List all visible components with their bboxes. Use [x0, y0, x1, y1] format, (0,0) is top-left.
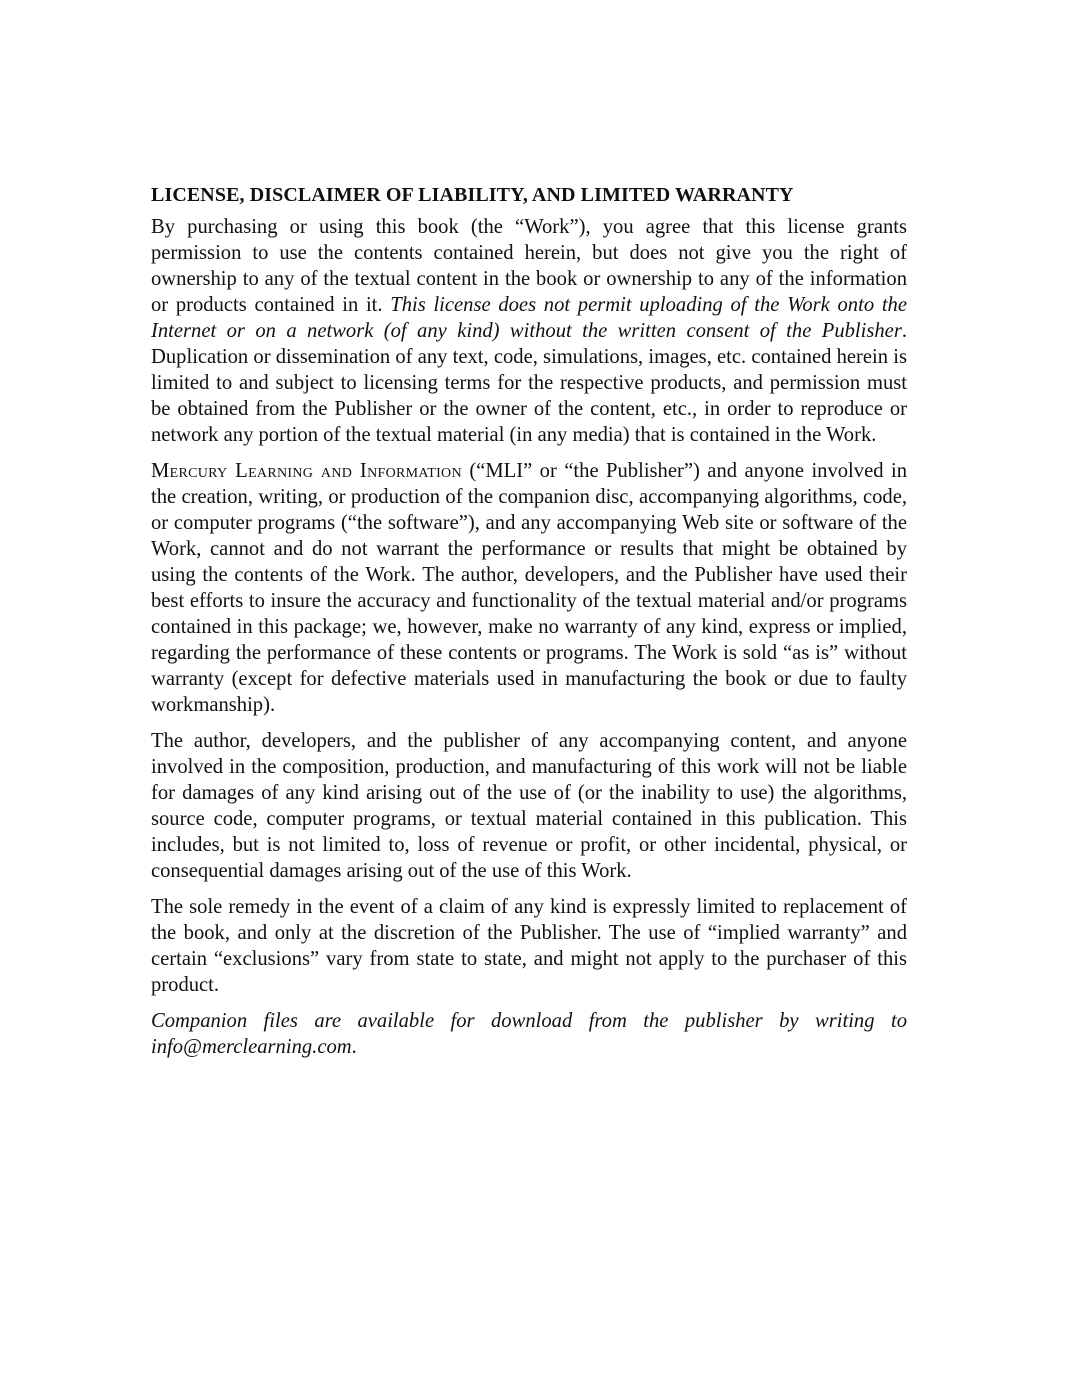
- contact-email-link[interactable]: info@merclearning.com: [151, 1036, 352, 1058]
- paragraph-liability: The author, developers, and the publisher of any accompanying content, and anyone involved in the composition, production, and manufacturing of this work will not be liable for damages of any kind arising out of the use of (or the inability to use) the algorithms, source code, computer programs, or textual material contained in this publication. This includes, but is not limited to, loss of revenue or profit, or other incidental, physical, or consequential damages arising out of the use of this Work.: [151, 730, 907, 882]
- paragraph-license-grant: [151, 214, 907, 448]
- paragraph-no-warranty: [151, 458, 907, 718]
- duplication-text: . Duplication or dissemination of any text, code, simulations, images, etc. contained herein is limited to and subject to licensing terms for the respective products, and permission must be obtained from the Publisher or the owner of the content, etc., in order to reproduce or network any portion of the textual material (in any media) that is contained in the Work.: [151, 320, 907, 446]
- sentence-end: .: [351, 1036, 357, 1058]
- page-heading: LICENSE, DISCLAIMER OF LIABILITY, AND LIMITED WARRANTY: [151, 184, 794, 206]
- companion-files-text: Companion files are available for download from the publisher by writing to: [151, 1010, 907, 1032]
- publisher-name: Mercury Learning and Information: [151, 460, 462, 482]
- upload-restriction-text: This license does not permit uploading of the Work onto the Internet or on a network (of any kind) without the written consent of the Publisher: [151, 294, 907, 342]
- paragraph-companion-files: [151, 1008, 907, 1060]
- no-warranty-text: (“MLI” or “the Publisher”) and anyone involved in the creation, writing, or production of the companion disc, accompanying algorithms, code, or computer programs (“the software”), and any accompanying Web site or software of the Work, cannot and do not warrant the performance or results that might be obtained by using the contents of the Work. The author, developers, and the Publisher have used their best efforts to insure the accuracy and functionality of the textual material and/or programs contained in this package; we, however, make no warranty of any kind, express or implied, regarding the performance of these contents or programs. The Work is sold “as is” without warranty (except for defective materials used in manufacturing the book or due to faulty workmanship).: [151, 460, 907, 716]
- paragraph-sole-remedy: The sole remedy in the event of a claim of any kind is expressly limited to replacement of the book, and only at the discretion of the Publisher. The use of “implied warranty” and certain “exclusions” vary from state to state, and might not apply to the purchaser of this product.: [151, 896, 907, 996]
- license-grant-text: By purchasing or using this book (the “Work”), you agree that this license grants permission to use the contents contained herein, but does not give you the right of ownership to any of the textual content in the book or ownership to any of the information or products contained in it.: [151, 216, 907, 316]
- license-page: [151, 180, 907, 1070]
